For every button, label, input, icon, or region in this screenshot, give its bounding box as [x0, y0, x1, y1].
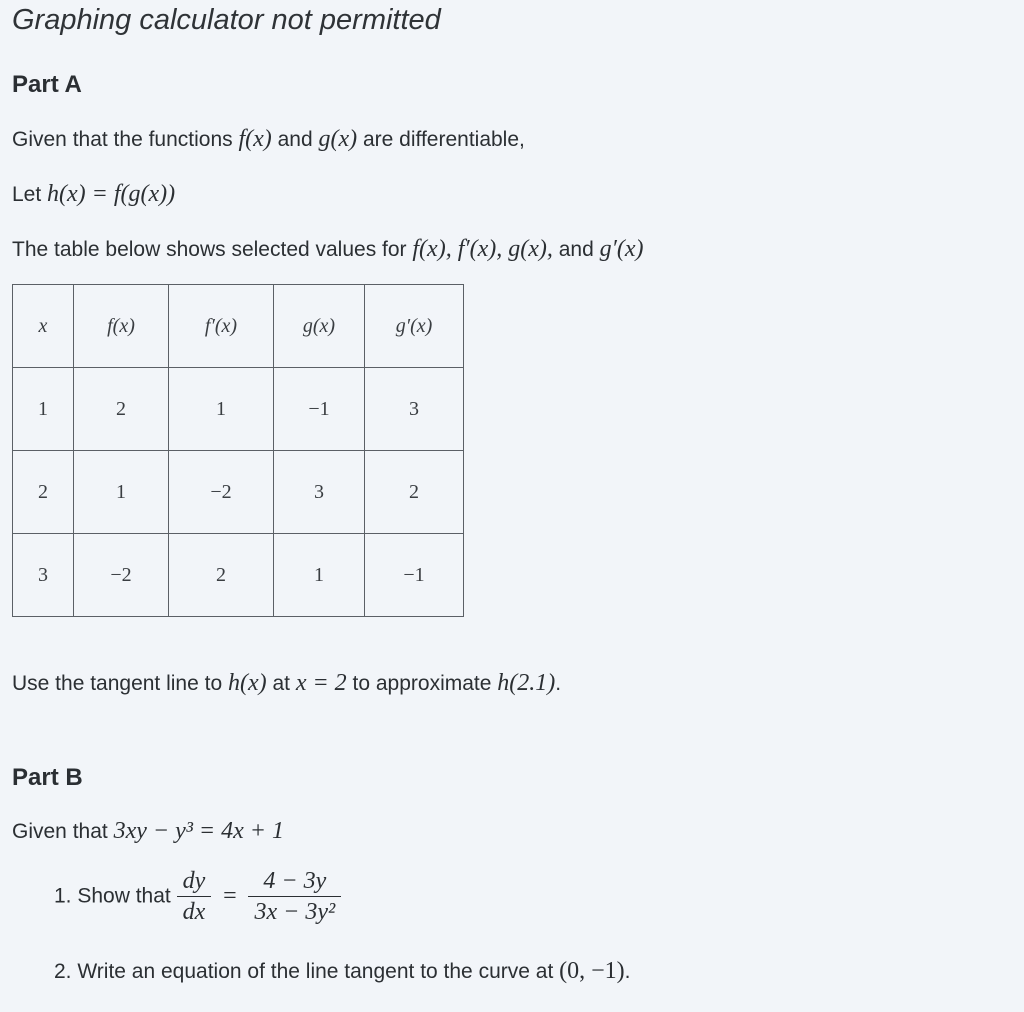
page-title: Graphing calculator not permitted	[12, 4, 441, 36]
table-row	[13, 534, 464, 617]
rhs-denominator: 3x − 3y²	[254, 899, 336, 925]
part-b-item-1	[54, 866, 341, 927]
table-header-x: x	[13, 285, 74, 368]
item2-math: (0, −1)	[559, 958, 625, 984]
table-cell: −2	[169, 451, 274, 534]
part-a-line-3	[12, 236, 644, 263]
table-cell: −1	[274, 368, 365, 451]
table-cell: 3	[365, 368, 464, 451]
given-pre: Given that	[12, 820, 114, 843]
table-cell: −2	[74, 534, 169, 617]
part-b-item-2	[54, 958, 630, 985]
table-cell: 2	[13, 451, 74, 534]
line2-pre: Let	[12, 183, 48, 206]
question-h: h(x)	[227, 670, 267, 696]
question-x: x = 2	[295, 670, 347, 696]
line2-math: h(x) = f(g(x))	[47, 181, 176, 207]
item2-pre: 2. Write an equation of the line tangent to the curve at	[54, 960, 560, 983]
line3-math: f(x), f′(x), g(x),	[412, 236, 553, 262]
part-a-line-1	[12, 126, 525, 153]
table-header-f: f(x)	[74, 285, 169, 368]
question-at: at	[266, 672, 296, 695]
question-end: .	[555, 672, 562, 695]
table-cell: 3	[13, 534, 74, 617]
table-cell: 2	[74, 368, 169, 451]
rhs-fraction	[248, 866, 341, 927]
item1-pre: 1. Show that	[54, 884, 177, 908]
table-cell: 1	[169, 368, 274, 451]
table-cell: 3	[274, 451, 365, 534]
question-pre: Use the tangent line to	[12, 672, 228, 695]
dy-numerator: dy	[177, 866, 212, 897]
table-cell: 2	[169, 534, 274, 617]
dx-denominator: dx	[182, 899, 206, 925]
given-math: 3xy − y³ = 4x + 1	[113, 818, 284, 844]
table-header-gprime: g′(x)	[365, 285, 464, 368]
table-header-row	[13, 285, 464, 368]
dy-dx-fraction	[177, 866, 212, 927]
table-cell: 2	[365, 451, 464, 534]
line1-g: g(x)	[318, 126, 358, 152]
item2-end: .	[624, 960, 631, 983]
table-cell: 1	[74, 451, 169, 534]
line3-and: and	[552, 238, 600, 261]
table-row	[13, 368, 464, 451]
line1-post: are differentiable,	[357, 128, 525, 151]
line1-pre: Given that the functions	[12, 128, 239, 151]
part-b-heading: Part B	[12, 764, 83, 791]
table-cell: −1	[365, 534, 464, 617]
line1-f: f(x)	[238, 126, 272, 152]
line3-math2: g′(x)	[599, 236, 644, 262]
table-cell: 1	[274, 534, 365, 617]
part-b-given	[12, 818, 284, 845]
table-header-g: g(x)	[274, 285, 365, 368]
line3-pre: The table below shows selected values for	[12, 238, 413, 261]
item1-equals: =	[223, 883, 237, 909]
table-row	[13, 451, 464, 534]
table-header-fprime: f′(x)	[169, 285, 274, 368]
rhs-numerator: 4 − 3y	[248, 866, 341, 897]
table-cell: 1	[13, 368, 74, 451]
question-mid: to approximate	[346, 672, 498, 695]
part-a-question	[12, 670, 561, 697]
part-a-line-2	[12, 181, 175, 208]
values-table	[12, 284, 464, 617]
question-h21: h(2.1)	[497, 670, 556, 696]
part-a-heading: Part A	[12, 71, 82, 98]
line1-and: and	[271, 128, 319, 151]
